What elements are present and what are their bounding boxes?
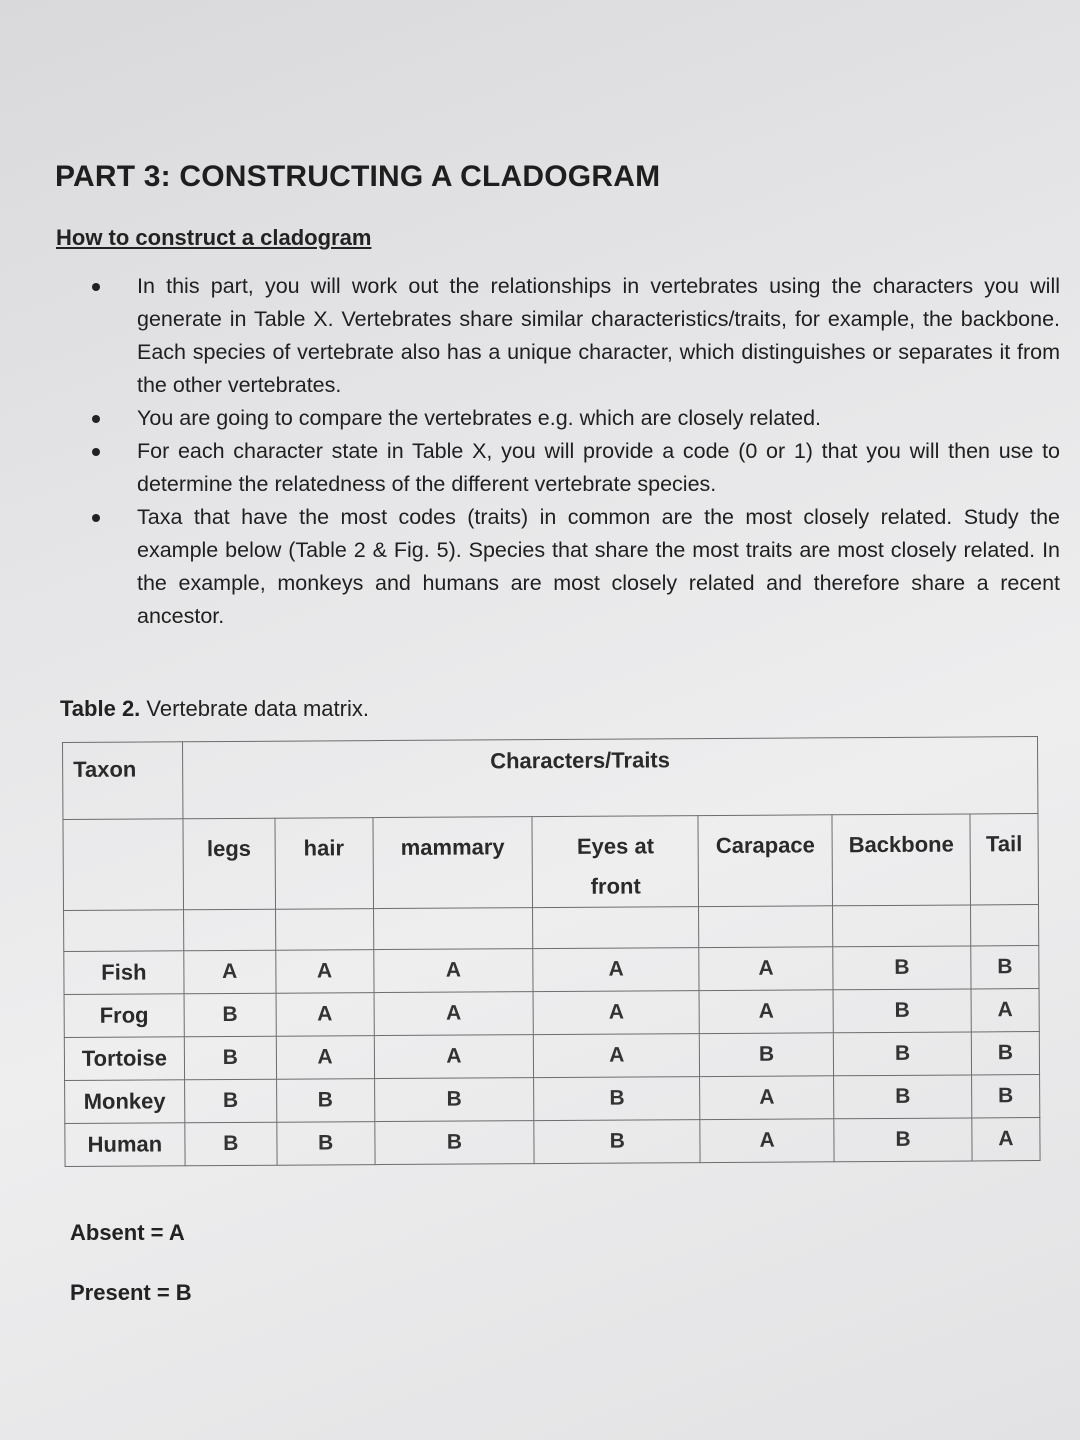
taxon-cell: Monkey bbox=[65, 1080, 185, 1124]
table-row bbox=[65, 1118, 1040, 1167]
trait-value: A bbox=[699, 990, 833, 1034]
trait-value: A bbox=[374, 992, 534, 1036]
bullet-icon bbox=[92, 448, 100, 456]
trait-header: Carapace bbox=[698, 815, 832, 907]
trait-value: B bbox=[834, 1075, 972, 1119]
trait-value: B bbox=[971, 1032, 1039, 1075]
trait-value: B bbox=[534, 1077, 700, 1121]
trait-value: A bbox=[700, 1076, 834, 1120]
taxon-cell: Human bbox=[65, 1123, 185, 1167]
trait-value: B bbox=[833, 989, 971, 1033]
trait-value: B bbox=[184, 1079, 276, 1123]
taxon-cell: Frog bbox=[64, 994, 184, 1038]
trait-value: A bbox=[276, 993, 374, 1037]
bullet-icon bbox=[92, 415, 100, 423]
instruction-list bbox=[60, 270, 1060, 633]
trait-header-row bbox=[63, 814, 1039, 911]
trait-value: B bbox=[185, 1122, 277, 1166]
trait-header: Backbone bbox=[832, 814, 970, 906]
list-item: In this part, you will work out the relationships in vertebrates using the characters you will generate in Table X. Vertebrates share similar characteristics/traits, for example, the backbone. Each species of vertebrate also has a unique character, which distinguishes or separates it from the other vertebrates. bbox=[60, 270, 1060, 402]
bullet-icon bbox=[92, 514, 100, 522]
trait-value: B bbox=[277, 1122, 375, 1166]
trait-value: B bbox=[971, 946, 1039, 989]
table-header-row bbox=[63, 737, 1038, 820]
trait-value: B bbox=[184, 1036, 276, 1080]
trait-value: A bbox=[533, 991, 699, 1035]
trait-value: B bbox=[700, 1033, 834, 1077]
blank-row bbox=[64, 905, 1039, 952]
trait-value: B bbox=[972, 1075, 1040, 1118]
trait-value: A bbox=[972, 1118, 1040, 1161]
list-item: Taxa that have the most codes (traits) in common are the most closely related. Study the example below (Table 2 & Fig. 5). Species that share the most traits are most closely related. In the example, monkeys and humans are most closely related and therefore share a recent ancestor. bbox=[60, 501, 1060, 633]
taxon-cell: Fish bbox=[64, 951, 184, 995]
data-matrix-table bbox=[62, 736, 1041, 1167]
trait-header: Tail bbox=[970, 814, 1039, 905]
legend-absent: Absent = A bbox=[70, 1220, 185, 1245]
trait-value: B bbox=[184, 993, 276, 1037]
trait-value: B bbox=[833, 946, 971, 990]
trait-value: A bbox=[533, 948, 699, 992]
trait-value: A bbox=[184, 950, 276, 994]
trait-value: A bbox=[374, 1035, 534, 1079]
trait-value: A bbox=[276, 950, 374, 994]
list-item: You are going to compare the vertebrates e.g. which are closely related. bbox=[60, 402, 1060, 435]
trait-value: A bbox=[699, 947, 833, 991]
table-row bbox=[64, 989, 1039, 1038]
page-title: PART 3: CONSTRUCTING A CLADOGRAM bbox=[55, 160, 661, 193]
trait-value: A bbox=[276, 1036, 374, 1080]
table-row bbox=[64, 946, 1039, 995]
characters-header: Characters/Traits bbox=[182, 737, 1038, 819]
trait-value: A bbox=[971, 989, 1039, 1032]
trait-header: Eyes at front bbox=[532, 816, 698, 908]
trait-value: A bbox=[373, 949, 533, 993]
table-row bbox=[65, 1075, 1040, 1124]
bullet-icon bbox=[92, 283, 100, 291]
trait-header: hair bbox=[275, 818, 373, 910]
trait-header: legs bbox=[183, 818, 275, 910]
trait-value: B bbox=[374, 1121, 534, 1165]
section-subtitle: How to construct a cladogram bbox=[56, 225, 372, 250]
trait-value: B bbox=[276, 1079, 374, 1123]
legend-present: Present = B bbox=[70, 1280, 192, 1305]
taxon-cell: Tortoise bbox=[64, 1037, 184, 1081]
taxon-header: Taxon bbox=[63, 742, 183, 820]
trait-value: B bbox=[374, 1078, 534, 1122]
trait-value: B bbox=[833, 1032, 971, 1076]
list-item: For each character state in Table X, you will provide a code (0 or 1) that you will then use to determine the relatedness of the different vertebrate species. bbox=[60, 435, 1060, 501]
table-caption: Table 2. Vertebrate data matrix. bbox=[60, 696, 369, 721]
trait-value: A bbox=[700, 1119, 834, 1163]
trait-value: B bbox=[534, 1120, 700, 1164]
trait-header: mammary bbox=[373, 817, 533, 909]
table-row bbox=[64, 1032, 1039, 1081]
trait-value: A bbox=[534, 1034, 700, 1078]
trait-value: B bbox=[834, 1118, 972, 1162]
empty-cell bbox=[63, 819, 183, 911]
